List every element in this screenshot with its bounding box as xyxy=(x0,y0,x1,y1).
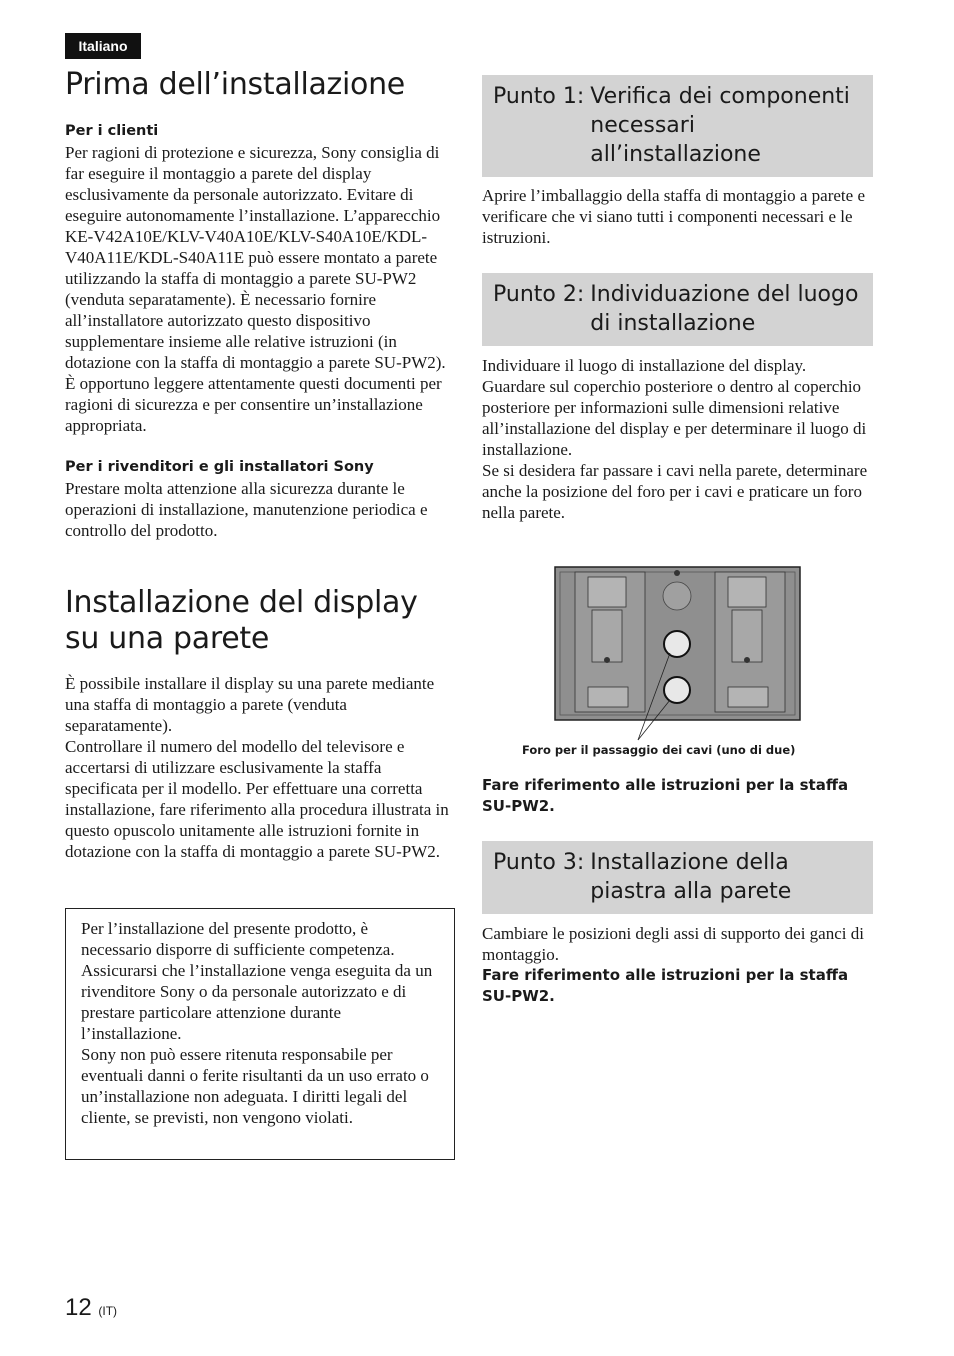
left-mount-bracket xyxy=(575,572,645,712)
page-number xyxy=(65,1294,117,1322)
step-3-title: Installazione della piastra alla parete xyxy=(590,850,792,904)
step-2-header xyxy=(482,273,873,346)
heading-wall-installation: Installazione del display su una parete xyxy=(65,585,418,656)
step-1-title: Verifica dei componenti necessari all’installazione xyxy=(590,84,850,167)
figure-caption: Foro per il passaggio dei cavi (uno di due) xyxy=(522,743,796,757)
step-3-header xyxy=(482,841,873,914)
subheading-dealers: Per i rivenditori e gli installatori Sony xyxy=(65,459,374,475)
step-3-number: Punto 3: xyxy=(493,850,585,875)
language-tag: Italiano xyxy=(65,33,141,59)
step-3-text: Cambiare le posizioni degli assi di supporto dei ganci di montaggio. xyxy=(482,924,864,964)
note-text-1: Per l’installazione del presente prodotto, è necessario disporre di sufficiente competenza. Assicurarsi che l’installazione venga eseguita da un rivenditore Sony o da personale autorizzato e di prestare particolare attenzione durante l’installazione. xyxy=(81,919,433,1043)
step-1-header xyxy=(482,75,873,177)
step-2-reference: Fare riferimento alle istruzioni per la staffa SU-PW2. xyxy=(482,776,849,815)
note-text-2: Sony non può essere ritenuta responsabile per eventuali danni o ferite risultanti da un uso errato o un’installazione non adeguata. I diritti legali del cliente, se previsti, non vengono violati. xyxy=(81,1045,429,1127)
step-2-title: Individuazione del luogo di installazione xyxy=(590,282,859,336)
page-number-suffix: (IT) xyxy=(98,1304,118,1318)
warning-note-box xyxy=(65,908,455,1160)
top-round-cover xyxy=(663,582,691,610)
subheading-customers: Per i clienti xyxy=(65,123,159,139)
rear-panel-illustration xyxy=(520,562,810,762)
wall-install-text-1: È possibile installare il display su una parete mediante una staffa di montaggio a parete (venduta separatamente). xyxy=(65,674,435,735)
step-3-reference: Fare riferimento alle istruzioni per la staffa SU-PW2. xyxy=(482,966,849,1005)
step-2-text-2: Se si desidera far passare i cavi nella parete, determinare anche la posizione del foro per i cavi e praticare un foro nella parete. xyxy=(482,461,868,522)
left-column xyxy=(65,62,457,862)
customers-text: Per ragioni di protezione e sicurezza, Sony consiglia di far eseguire il montaggio a parete del display esclusivamente da personale autorizzato. Evitare di eseguire autonomamente l’installazione. L’apparecchio KE-V42A10E/KLV-V40A10E/KLV-S40A10E/KDL-V40A11E/KDL-S40A11E può essere montato a parete utilizzando la staffa di montaggio a parete SU-PW2 (venduta separatamente). È necessario fornire all’installatore autorizzato questo dispositivo supplementare insieme alle relative istruzioni (in dotazione con la staffa di montaggio a parete SU-PW2). È opportuno leggere attentamente questi documenti per ragioni di sicurezza e per consentire un’installazione appropriata. xyxy=(65,143,446,435)
right-mount-bracket xyxy=(715,572,785,712)
dealers-text: Prestare molta attenzione alla sicurezza durante le operazioni di installazione, manutenzione periodica e controllo del prodotto. xyxy=(65,479,428,540)
heading-before-installation: Prima dell’installazione xyxy=(65,67,405,102)
wall-install-text-2: Controllare il numero del modello del televisore e accertarsi di utilizzare esclusivamente la staffa specificata per il modello. Per effettuare una corretta installazione, fare riferimento alla procedura illustrata in questo opuscolo unitamente alle istruzioni fornite in dotazione con la staffa di montaggio a parete SU-PW2. xyxy=(65,737,449,861)
step-2-number: Punto 2: xyxy=(493,282,585,307)
cable-hole-upper xyxy=(664,631,690,657)
step-2-text-1: Individuare il luogo di installazione del display. Guardare sul coperchio posteriore o dentro al coperchio posteriore per informazioni sulle dimensioni relative all’installazione del display e per determinare il luogo di installazione. xyxy=(482,356,867,459)
cable-hole-lower xyxy=(664,677,690,703)
page-number-value: 12 xyxy=(65,1294,92,1321)
step-1-text: Aprire l’imballaggio della staffa di montaggio a parete e verificare che vi siano tutti i componenti necessari e le istruzioni. xyxy=(482,186,865,247)
right-column xyxy=(482,75,873,1007)
step-1-number: Punto 1: xyxy=(493,84,585,109)
